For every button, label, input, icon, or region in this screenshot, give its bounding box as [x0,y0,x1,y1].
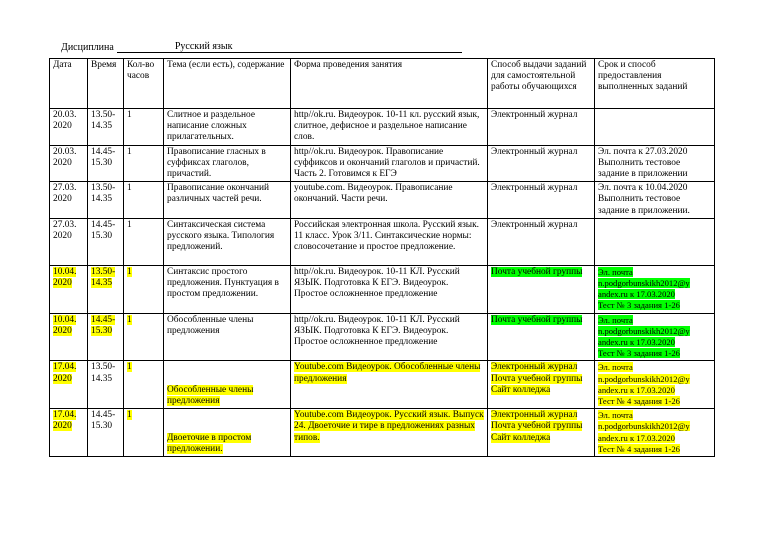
time-cell: 14.45- 15.30 [88,145,124,182]
date-cell: 20.03. 2020 [50,145,88,182]
topic-text: Двоеточие в простом предложении. [167,432,252,454]
hours-text: 1 [127,410,132,421]
hours-cell: 1 [124,145,164,182]
topic-cell: Обособленные члены предложения [164,313,291,361]
form-text: Youtube.com Видеоурок. Русский язык. Выпуск 24. Двоеточие и тире в предложениях разных типов. [294,410,484,443]
time-text: 14.45- 15.30 [91,314,116,336]
deadline-line: andex.ru к 17.03.2020 [598,432,675,443]
form-cell: http//ok.ru. Видеоурок. Правописание суффиксов и окончаний глаголов и причастий. Часть 2. Готовимся к ЕГЭ [291,145,488,182]
deadline-line: Тест № 4 задания 1-26 [598,443,680,454]
table-row [50,313,715,361]
date-text: 17.04. 2020 [53,362,77,384]
col-form-header: Форма проведения занятия [291,59,488,109]
issue-text: Почта учебной группы [491,266,583,277]
issue-cell [488,265,595,313]
issue-line: Почта учебной группы [491,373,583,384]
deadline-line: andex.ru к 17.03.2020 [598,337,675,348]
time-cell [88,265,124,313]
date-cell [50,409,88,457]
deadline-cell [595,361,715,409]
table-row [50,409,715,457]
deadline-line: andex.ru к 17.03.2020 [598,384,675,395]
table-row [50,265,715,313]
deadline-line: Тест № 4 задания 1-26 [598,396,680,407]
time-cell: 13.50- 14.35 [88,182,124,219]
time-cell: 13.50- 14.35 [88,109,124,146]
deadline-cell [595,409,715,457]
topic-cell: Правописание окончаний различных частей речи. [164,182,291,219]
time-cell: 14.45- 15.30 [88,409,124,457]
form-cell [291,361,488,409]
deadline-cell: Эл. почта к 27.03.2020 Выполнить тестовое задание в приложении [595,145,715,182]
hours-text: 1 [127,362,132,373]
table-row [50,182,715,219]
table-row [50,145,715,182]
deadline-cell [595,218,715,265]
issue-cell [488,409,595,457]
date-cell [50,361,88,409]
schedule-table [49,58,715,457]
hours-cell: 1 [124,109,164,146]
deadline-line: n.podgorbunskikh2012@y [598,421,690,432]
topic-cell [164,361,291,409]
deadline-line: Тест № 3 задания 1-26 [598,348,680,359]
form-cell: youtube.com. Видеоурок. Правописание окончаний. Части речи. [291,182,488,219]
issue-cell: Электронный журнал [488,182,595,219]
date-text: 10.04. 2020 [53,266,77,289]
deadline-line: n.podgorbunskikh2012@y [598,325,690,336]
issue-line: Почта учебной группы [491,421,583,432]
col-topic-header: Тема (если есть), содержание [164,59,291,109]
time-cell: 13.50- 14.35 [88,361,124,409]
deadline-line: n.podgorbunskikh2012@y [598,373,690,384]
deadline-cell [595,313,715,361]
hours-cell: 1 [124,182,164,219]
topic-cell: Правописание гласных в суффиксах глаголов, причастий. [164,145,291,182]
form-cell [291,409,488,457]
hours-text: 1 [127,314,132,325]
deadline-line: Эл. почта [598,362,633,373]
table-row [50,361,715,409]
hours-cell [124,313,164,361]
form-cell: http//ok.ru. Видеоурок. 10-11 КЛ. Русский ЯЗЫК. Подготовка К ЕГЭ. Видеоурок. Простое осложненное предложение [291,313,488,361]
date-cell [50,313,88,361]
col-hours-header: Кол-во часов [124,59,164,109]
time-cell [88,313,124,361]
issue-cell: Электронный журнал [488,218,595,265]
issue-cell [488,313,595,361]
form-cell: Российская электронная школа. Русский язык. 11 класс. Урок 3/11. Синтаксические нормы: словосочетание и простое предложение. [291,218,488,265]
form-cell: http//ok.ru. Видеоурок. 10-11 кл. русский язык, слитное, дефисное и раздельное написание слов. [291,109,488,146]
hours-cell [124,361,164,409]
time-cell: 14.45- 15.30 [88,218,124,265]
deadline-line: Эл. почта [598,410,633,421]
deadline-cell [595,265,715,313]
subject-name: Русский язык [175,41,462,53]
hours-cell [124,265,164,313]
deadline-line: n.podgorbunskikh2012@y [598,278,690,289]
date-cell [50,265,88,313]
hours-cell: 1 [124,218,164,265]
topic-cell: Синтаксическая система русского языка. Типология предложений. [164,218,291,265]
issue-text: Почта учебной группы [491,314,583,325]
topic-cell: Слитное и раздельное написание сложных прилагательных. [164,109,291,146]
issue-cell: Электронный журнал [488,145,595,182]
table-row [50,109,715,146]
issue-line: Сайт колледжа [491,384,551,395]
deadline-line: andex.ru к 17.03.2020 [598,289,675,300]
hours-text: 1 [127,266,132,277]
col-time-header: Время [88,59,124,109]
col-issue-header: Способ выдачи заданий для самостоятельной работы обучающихся [488,59,595,109]
discipline-label: Дисциплина [61,42,114,53]
issue-line: Сайт колледжа [491,432,551,443]
deadline-line: Тест № 3 задания 1-26 [598,300,680,311]
table-header-row [50,59,715,109]
deadline-cell [595,109,715,146]
deadline-line: Эл. почта [598,314,633,325]
col-date-header: Дата [50,59,88,109]
deadline-cell: Эл. почта к 10.04.2020 Выполнить тестовое задание в приложении. [595,182,715,219]
date-cell: 20.03. 2020 [50,109,88,146]
form-text: Youtube.com Видеоурок. Обособленные члены предложения [294,362,481,384]
date-cell: 27.03. 2020 [50,182,88,219]
col-deadline-header: Срок и способ предоставления выполненных заданий [595,59,715,109]
deadline-line: Эл. почта [598,266,633,277]
discipline-header [61,41,462,53]
topic-text: Обособленные члены предложения [167,384,254,407]
topic-cell [164,409,291,457]
date-text: 10.04. 2020 [53,314,77,336]
issue-cell: Электронный журнал [488,109,595,146]
topic-cell: Синтаксис простого предложения. Пунктуация в простом предложении. [164,265,291,313]
date-text: 17.04. 2020 [53,410,77,432]
issue-cell [488,361,595,409]
issue-line: Электронный журнал [491,362,578,373]
underline [117,42,175,53]
time-text: 13.50- 14.35 [91,266,116,289]
issue-line: Электронный журнал [491,410,578,421]
table-row [50,218,715,265]
form-cell: http//ok.ru. Видеоурок. 10-11 КЛ. Русский ЯЗЫК. Подготовка К ЕГЭ. Видеоурок. Простое осложненное предложение [291,265,488,313]
hours-cell [124,409,164,457]
date-cell: 27.03. 2020 [50,218,88,265]
